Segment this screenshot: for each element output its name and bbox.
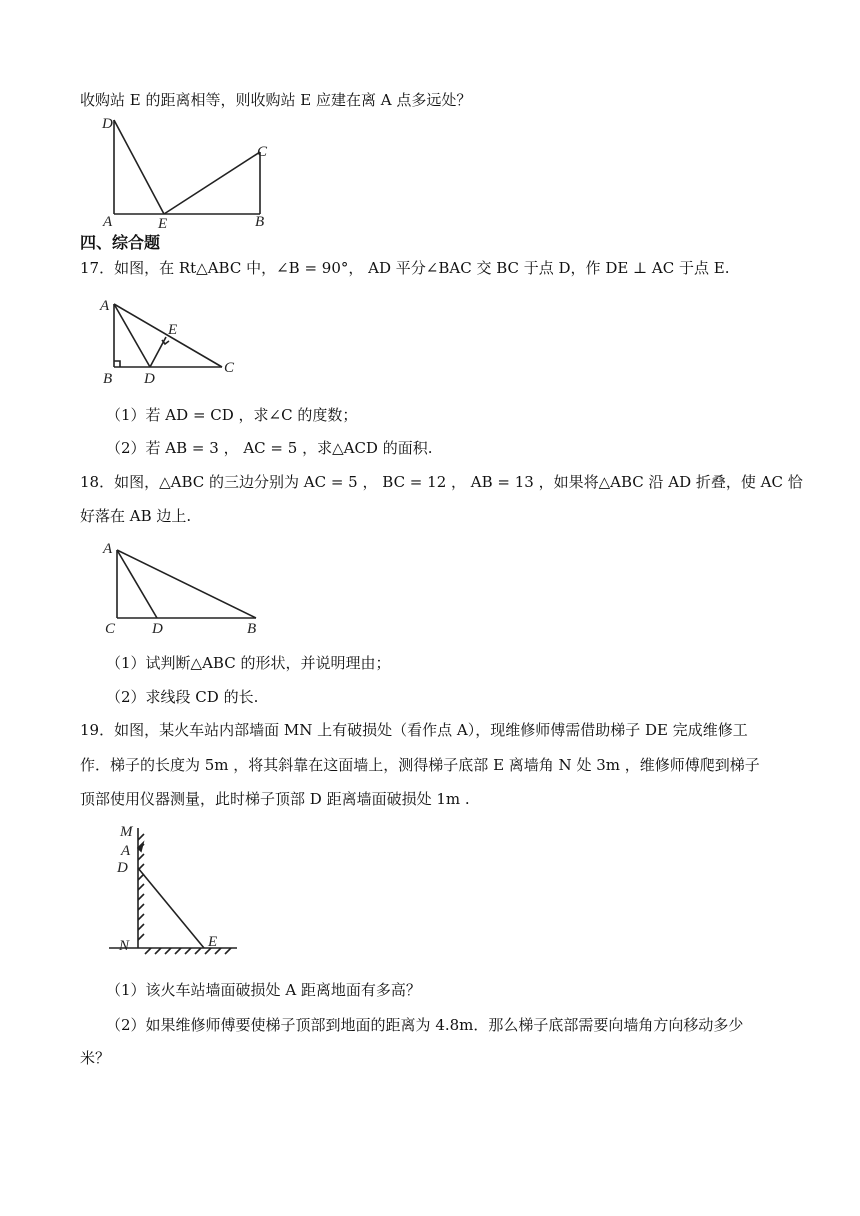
q19-part2: （2）如果维修师傅要使梯子顶部到地面的距离为 4.8m．那么梯子底部需要向墙角方向移动多少 (106, 1016, 744, 1034)
figure-18 (100, 538, 270, 638)
label-C: C (105, 621, 116, 637)
label-B: B (103, 371, 113, 387)
label-C: C (257, 144, 268, 160)
label-E: E (168, 322, 178, 338)
q19-line3: 顶部使用仪器测量，此时梯子顶部 D 距离墙面破损处 1m . (80, 790, 470, 808)
label-B: B (255, 214, 265, 230)
q17-part2: （2）若 AB = 3 ， AC = 5 ，求△ACD 的面积. (106, 439, 433, 457)
label-A: A (121, 843, 131, 859)
label-N: N (119, 938, 130, 954)
q19-part1: （1）该火车站墙面破损处 A 距离地面有多高？ (106, 981, 421, 999)
label-D: D (102, 116, 113, 132)
q19-part2-cont: 米？ (80, 1049, 111, 1067)
q19-line1: 19．如图，某火车站内部墙面 MN 上有破损处（看作点 A），现维修师傅需借助梯子 DE 完成维修工 (80, 721, 748, 739)
q18-part2: （2）求线段 CD 的长. (106, 688, 259, 706)
q16-text: 收购站 E 的距离相等，则收购站 E 应建在离 A 点多远处？ (80, 91, 472, 109)
label-B: B (247, 621, 257, 637)
figure-19 (105, 820, 255, 960)
q18-line1: 18．如图，△ABC 的三边分别为 AC = 5 ， BC = 12 ， AB = 13 ，如果将△ABC 沿 AD 折叠，使 AC 恰 (80, 473, 803, 491)
q18-line2: 好落在 AB 边上. (80, 507, 192, 525)
figure-17 (100, 292, 250, 387)
label-E: E (158, 216, 168, 232)
label-D: D (117, 860, 128, 876)
section-heading: 四、综合题 (80, 233, 161, 252)
q17-line1: 17．如图，在 Rt△ABC 中，∠B = 90°， AD 平分∠BAC 交 BC 于点 D，作 DE ⊥ AC 于点 E. (80, 259, 730, 277)
label-E: E (208, 934, 218, 950)
label-A: A (100, 298, 110, 314)
label-A: A (103, 541, 113, 557)
figure-16 (100, 112, 280, 232)
label-M: M (120, 824, 133, 840)
q17-part1: （1）若 AD = CD ，求∠C 的度数； (106, 406, 358, 424)
q19-line2: 作．梯子的长度为 5m ，将其斜靠在这面墙上，测得梯子底部 E 离墙角 N 处 3m ，维修师傅爬到梯子 (80, 756, 760, 774)
label-A: A (103, 214, 113, 230)
label-D: D (152, 621, 163, 637)
label-C: C (224, 360, 235, 376)
q18-part1: （1）试判断△ABC 的形状，并说明理由； (106, 654, 391, 672)
label-D: D (144, 371, 155, 387)
